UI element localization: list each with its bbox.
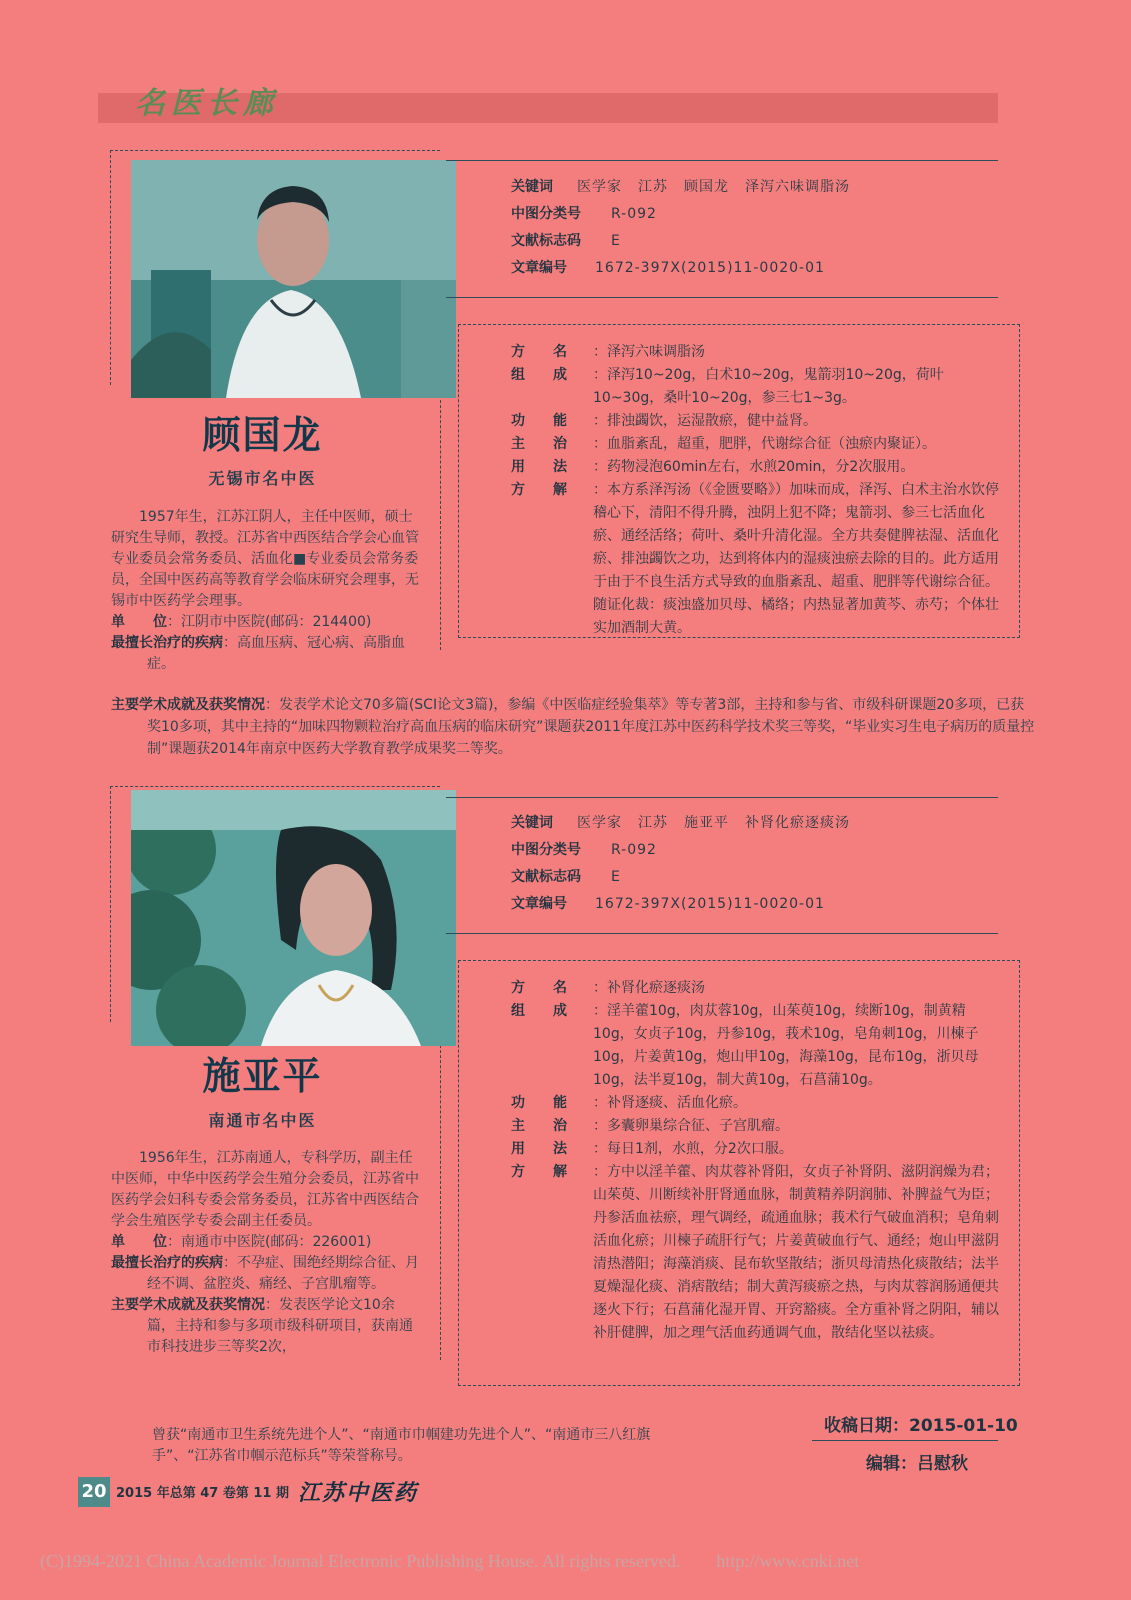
rx-value: ：药物浸泡60min左右，水煎20min，分2次服用。 <box>593 459 915 475</box>
unit-label: 单 位 <box>111 1234 167 1250</box>
rx-value: ：血脂紊乱，超重，肥胖，代谢综合征（浊瘀内聚证）。 <box>593 436 936 452</box>
doctor-name: 施亚平 <box>202 1054 323 1098</box>
doctor-bio: 1957年生，江苏江阴人，主任中医师，硕士研究生导师，教授。江苏省中西医结合学会心血管专业委员会常务委员、活血化■专业委员会常务委员，全国中医药高等教育学会临床研究会理事，无锡市中医药学会理事。 <box>111 509 419 609</box>
rx-label: 主 治 <box>511 1118 567 1134</box>
achievements-label: 主要学术成就及获奖情况 <box>111 697 265 713</box>
rx-usage-row <box>511 1138 1001 1161</box>
copyright-notice: (C)1994-2021 China Academic Journal Electronic Publishing House. All rights reserved. http://www.cnki.net <box>40 1551 860 1571</box>
honors-text: 曾获“南通市卫生系统先进个人”、“南通市巾帼建功先进个人”、“南通市三八红旗手”、“江苏省巾帼示范标兵”等荣誉称号。 <box>152 1427 651 1464</box>
divider <box>110 786 440 787</box>
rx-value: ：每日1剂，水煎，分2次口服。 <box>593 1141 793 1157</box>
achievements-value: ：发表学术论文70多篇(SCI论文3篇)，参编《中医临症经验集萃》等专著3部，主持和参与省、市级科研课题20多项，已获奖10多项，其中主持的“加味四物颗粒治疗高血压病的临床研究”课题获2011年度江苏中医药科学技术奖三等奖，“毕业实习生电子病历的质量控制”课题获2014年南京中医药大学教育教学成果奖二等奖。 <box>147 697 1035 757</box>
rx-label: 方 名 <box>511 344 567 360</box>
specialty-value: ：高血压病、冠心病、高脂血症。 <box>147 635 405 672</box>
clc-value: R-092 <box>611 842 657 858</box>
achievements-label: 主要学术成就及获奖情况 <box>111 1297 265 1313</box>
rx-label: 组 成 <box>511 1003 567 1019</box>
article-no-value: 1672-397X(2015)11-0020-01 <box>595 896 825 912</box>
unit-value: ：南通市中医院(邮码：226001) <box>167 1234 372 1250</box>
rx-label: 方 解 <box>511 482 567 498</box>
received-date: 收稿日期：2015-01-10 <box>824 1416 1018 1436</box>
rx-value: ：本方系泽泻汤（《金匮要略》）加味而成，泽泻、白术主治水饮停稽心下，清阳不得升腾，浊阴上犯不降；鬼箭羽、参三七活血化瘀、通经活络；荷叶、桑叶升清化湿。全方共奏健脾祛湿、活血化瘀、排浊蠲饮之功，达到将体内的湿痰浊瘀去除的目的。此方适用于由于不良生活方式导致的血脂紊乱、超重、肥胖等代谢综合征。随证化裁：痰浊盛加贝母、橘络；内热显著加黄芩、赤芍；个体壮实加酒制大黄。 <box>593 482 999 636</box>
rx-composition-row <box>511 1000 1001 1092</box>
rx-value: ：方中以淫羊藿、肉苁蓉补肾阳，女贞子补肾阴、滋阴润燥为君；山茱萸、川断续补肝肾通血脉，制黄精养阴润肺、补脾益气为臣；丹参活血祛瘀，理气调经，疏通血脉；莪术行气破血消积；皂角刺活血化瘀；川楝子疏肝行气；片姜黄破血行气、通经；炮山甲滋阴清热潜阳；海藻消痰、昆布软坚散结；浙贝母清热化痰散结；法半夏燥湿化痰、消痞散结；制大黄泻痰瘀之热，与肉苁蓉润肠通便共逐火下行；石菖蒲化湿开胃、开窍豁痰。全方重补肾之阴阳，辅以补肝健脾，加之理气活血药通调气血，散结化坚以祛痰。 <box>593 1164 999 1341</box>
keywords-label: 关键词 <box>511 815 553 831</box>
rx-composition-row <box>511 364 1001 410</box>
keywords-label: 关键词 <box>511 179 553 195</box>
keyword: 补肾化瘀逐痰汤 <box>745 815 850 831</box>
keywords-row <box>511 174 1001 201</box>
doctor-bio: 1956年生，江苏南通人，专科学历，副主任中医师，中华中医药学会生殖分会委员，江苏省中医药学会妇科专委会常务委员，江苏省中西医结合学会生殖医学专委会副主任委员。 <box>111 1150 419 1229</box>
rx-label: 方 解 <box>511 1164 567 1180</box>
rx-name-row <box>511 977 1001 1000</box>
unit-field <box>111 1232 421 1253</box>
doc-code-row <box>511 864 1001 891</box>
clc-row <box>511 837 1001 864</box>
doctor-name: 顾国龙 <box>202 413 323 457</box>
doctor-photo <box>131 790 456 1046</box>
doc-code-value: E <box>611 233 621 249</box>
rx-analysis-row <box>511 1161 1001 1345</box>
specialty-field <box>111 1253 421 1295</box>
rx-label: 主 治 <box>511 436 567 452</box>
article-meta <box>511 174 1001 282</box>
specialty-field <box>111 633 421 675</box>
journal-logo: 江苏中医药 <box>298 1480 419 1506</box>
portrait-image <box>131 790 456 1046</box>
doc-code-label: 文献标志码 <box>511 233 581 249</box>
article-no-row <box>511 891 1001 918</box>
article-no-label: 文章编号 <box>511 260 567 276</box>
rx-effect-row <box>511 1092 1001 1115</box>
section-title: 名医长廊 <box>135 86 279 121</box>
clc-label: 中图分类号 <box>511 842 581 858</box>
specialty-value: ：不孕症、围绝经期综合征、月经不调、盆腔炎、痛经、子宫肌瘤等。 <box>147 1255 419 1292</box>
doctor-profile <box>111 1148 421 1358</box>
clc-row <box>511 201 1001 228</box>
divider <box>446 797 998 798</box>
article-no-value: 1672-397X(2015)11-0020-01 <box>595 260 825 276</box>
keyword: 江苏 <box>638 179 668 195</box>
keyword: 施亚平 <box>684 815 729 831</box>
unit-value: ：江阴市中医院(邮码：214400) <box>167 614 372 630</box>
unit-label: 单 位 <box>111 614 167 630</box>
rx-value: ：排浊蠲饮，运湿散瘀，健中益肾。 <box>593 413 817 429</box>
rx-usage-row <box>511 456 1001 479</box>
divider <box>446 297 998 298</box>
doctor-profile <box>111 507 421 675</box>
rx-indication-row <box>511 433 1001 456</box>
article-meta <box>511 810 1001 918</box>
divider <box>446 160 998 161</box>
rx-value: ：泽泻六味调脂汤 <box>593 344 705 360</box>
divider <box>110 150 111 385</box>
article-no-label: 文章编号 <box>511 896 567 912</box>
rx-name-row <box>511 341 1001 364</box>
rx-label: 组 成 <box>511 367 567 383</box>
editor-name: 编辑：吕慰秋 <box>866 1454 968 1474</box>
clc-label: 中图分类号 <box>511 206 581 222</box>
rx-effect-row <box>511 410 1001 433</box>
rx-value: ：泽泻10~20g，白术10~20g，鬼箭羽10~20g，荷叶10~30g，桑叶10~20g，参三七1~3g。 <box>593 367 944 406</box>
doc-code-row <box>511 228 1001 255</box>
rx-label: 用 法 <box>511 459 567 475</box>
divider <box>440 1030 441 1360</box>
prescription <box>511 977 1001 1345</box>
doctor-title: 无锡市名中医 <box>208 469 317 488</box>
unit-field <box>111 612 421 633</box>
page-number: 20 <box>78 1477 110 1507</box>
rx-label: 功 能 <box>511 413 567 429</box>
achievements-value: ：发表医学论文10余篇，主持和参与多项市级科研项目，获南通市科技进步三等奖2次， <box>147 1297 413 1355</box>
article-no-row <box>511 255 1001 282</box>
doctor-title: 南通市名中医 <box>208 1111 317 1130</box>
divider <box>110 786 111 1022</box>
doctor-photo <box>131 160 456 398</box>
achievements-field <box>111 694 1037 760</box>
clc-value: R-092 <box>611 206 657 222</box>
portrait-image <box>131 160 456 398</box>
issue-info: 2015 年总第 47 卷第 11 期 <box>116 1486 289 1501</box>
keyword: 泽泻六味调脂汤 <box>745 179 850 195</box>
rx-value: ：淫羊藿10g，肉苁蓉10g，山茱萸10g，续断10g，制黄精10g，女贞子10g，丹参10g，莪术10g，皂角刺10g，川楝子10g，片姜黄10g，炮山甲10g，海藻10g，昆布10g，浙贝母10g，法半夏10g，制大黄10g，石菖蒲10g。 <box>593 1003 979 1088</box>
achievements-field <box>111 1295 421 1358</box>
keyword: 医学家 <box>577 815 622 831</box>
keyword: 顾国龙 <box>684 179 729 195</box>
keyword: 江苏 <box>638 815 668 831</box>
keywords-row <box>511 810 1001 837</box>
rx-value: ：补肾逐痰、活血化瘀。 <box>593 1095 747 1111</box>
divider <box>812 1440 998 1441</box>
doc-code-value: E <box>611 869 621 885</box>
rx-analysis-row <box>511 479 1001 640</box>
keyword: 医学家 <box>577 179 622 195</box>
specialty-label: 最擅长治疗的疾病 <box>111 635 223 651</box>
rx-label: 方 名 <box>511 980 567 996</box>
rx-indication-row <box>511 1115 1001 1138</box>
rx-value: ：补肾化瘀逐痰汤 <box>593 980 705 996</box>
rx-label: 功 能 <box>511 1095 567 1111</box>
specialty-label: 最擅长治疗的疾病 <box>111 1255 223 1271</box>
rx-label: 用 法 <box>511 1141 567 1157</box>
divider <box>446 933 998 934</box>
rx-value: ：多囊卵巢综合征、子宫肌瘤。 <box>593 1118 789 1134</box>
divider <box>440 390 441 650</box>
doc-code-label: 文献标志码 <box>511 869 581 885</box>
divider <box>110 150 440 151</box>
prescription <box>511 341 1001 640</box>
